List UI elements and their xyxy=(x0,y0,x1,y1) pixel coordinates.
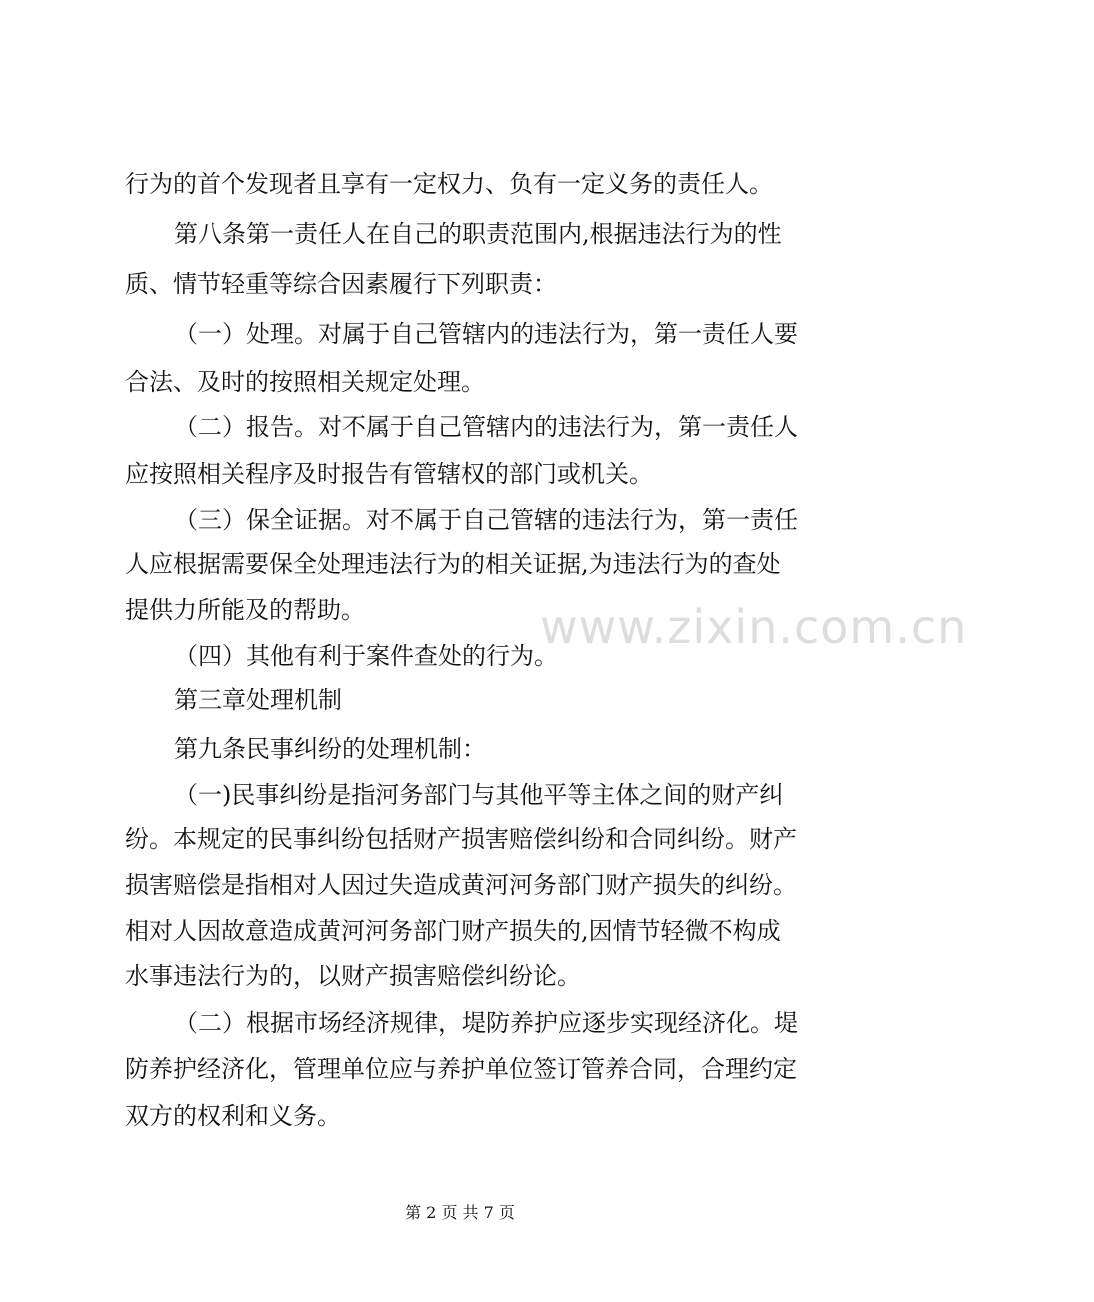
text-line-4: （一）处理。对属于自己管辖内的违法行为，第一责任人要 xyxy=(174,320,798,348)
text-line-6: （二）报告。对不属于自己管辖内的违法行为，第一责任人 xyxy=(174,413,798,441)
text-line-2: 第八条第一责任人在自己的职责范围内,根据违法行为的性 xyxy=(174,220,782,248)
text-line-21: 双方的权利和义务。 xyxy=(125,1102,341,1130)
text-line-11: （四）其他有利于案件查处的行为。 xyxy=(174,642,558,670)
text-line-5: 合法、及时的按照相关规定处理。 xyxy=(125,368,485,396)
page-footer: 第 2 页 共 7 页 xyxy=(405,1203,515,1222)
text-line-9: 人应根据需要保全处理违法行为的相关证据,为违法行为的查处 xyxy=(125,550,781,578)
text-line-15: 纷。本规定的民事纠纷包括财产损害赔偿纠纷和合同纠纷。财产 xyxy=(125,825,797,853)
text-line-19: （二）根据市场经济规律，堤防养护应逐步实现经济化。堤 xyxy=(174,1009,798,1037)
text-line-14: （一)民事纠纷是指河务部门与其他平等主体之间的财产纠 xyxy=(174,781,784,809)
text-line-8: （三）保全证据。对不属于自己管辖的违法行为，第一责任 xyxy=(174,506,798,534)
text-line-12: 第三章处理机制 xyxy=(174,686,342,714)
text-line-3: 质、情节轻重等综合因素履行下列职责： xyxy=(125,270,557,298)
text-line-1: 行为的首个发现者且享有一定权力、负有一定义务的责任人。 xyxy=(125,170,773,198)
watermark: www.zixin.com.cn xyxy=(540,600,968,654)
text-line-10: 提供力所能及的帮助。 xyxy=(125,596,365,624)
text-line-16: 损害赔偿是指相对人因过失造成黄河河务部门财产损失的纠纷。 xyxy=(125,871,797,899)
text-line-7: 应按照相关程序及时报告有管辖权的部门或机关。 xyxy=(125,460,653,488)
text-line-20: 防养护经济化，管理单位应与养护单位签订管养合同，合理约定 xyxy=(125,1055,797,1083)
text-line-13: 第九条民事纠纷的处理机制： xyxy=(174,735,486,763)
text-line-17: 相对人因故意造成黄河河务部门财产损失的,因情节轻微不构成 xyxy=(125,917,781,945)
text-line-18: 水事违法行为的，以财产损害赔偿纠纷论。 xyxy=(125,962,581,990)
